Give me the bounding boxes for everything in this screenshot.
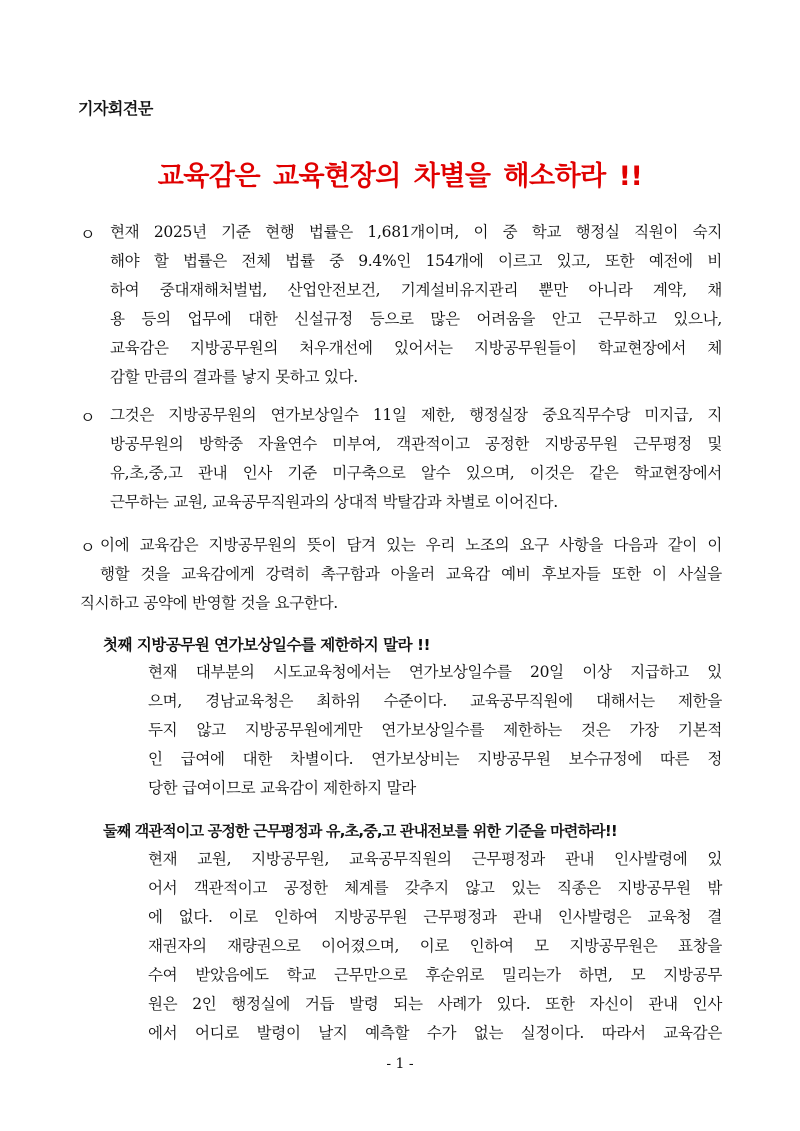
paragraph-line: 하여 중대재해처벌법, 산업안전보건, 기계설비유지관리 뿐만 아니라 계약, 채 (110, 281, 722, 299)
paragraph-line: 당한 급여이므로 교육감이 제한하지 말라 (148, 779, 416, 797)
paragraph-line: 그것은 지방공무원의 연가보상일수 11일 제한, 행정실장 중요직무수당 미지급, 지 (110, 406, 722, 424)
paragraph-line: 에서 어디로 발령이 날지 예측할 수가 없는 실정이다. 따라서 교육감은 (148, 1024, 722, 1042)
paragraph-line: 행할 것을 교육감에게 강력히 촉구함과 아울러 교육감 예비 후보자들 또한 이 사실을 (100, 565, 722, 583)
paragraph-line: 수여 받았음에도 학교 근무만으로 후순위로 밀리는가 하면, 모 지방공무 (148, 966, 722, 984)
paragraph-line: 용 등의 업무에 대한 신설규정 등으로 많은 어려움을 안고 근무하고 있으나, (110, 310, 722, 328)
paragraph-line: 감할 만큼의 결과를 낳지 못하고 있다. (110, 368, 358, 386)
paragraph-line: 현재 2025년 기준 현행 법률은 1,681개이며, 이 중 학교 행정실 직원이 숙지 (110, 223, 722, 241)
paragraph-line: 어서 객관적이고 공정한 체계를 갖추지 않고 있는 직종은 지방공무원 밖 (148, 879, 722, 897)
demand-1-heading: 첫째 지방공무원 연가보상일수를 제한하지 말라 !! (103, 636, 431, 654)
paragraph-line: 직시하고 공약에 반영할 것을 요구한다. (80, 594, 338, 612)
paragraph-line: 두지 않고 지방공무원에게만 연가보상일수를 제한하는 것은 가장 기본적 (148, 721, 722, 739)
paragraph-line: 원은 2인 행정실에 거듭 발령 되는 사례가 있다. 또한 자신이 관내 인사 (148, 995, 722, 1013)
paragraph-line: 인 급여에 대한 차별이다. 연가보상비는 지방공무원 보수규정에 따른 정 (148, 750, 722, 768)
paragraph-line: 에 없다. 이로 인하여 지방공무원 근무평정과 관내 인사발령은 교육청 결 (148, 908, 722, 926)
bullet-icon: ㅇ (80, 408, 96, 427)
bullet-icon: ㅇ (80, 225, 96, 244)
demand-2-heading: 둘째 객관적이고 공정한 근무평정과 유,초,중,고 관내전보를 위한 기준을 마련하라!! (103, 822, 617, 840)
paragraph-line: 유,초,중,고 관내 인사 기준 미구축으로 알수 있으며, 이것은 같은 학교현장에서 (110, 464, 722, 482)
paragraph-line: 재권자의 재량권으로 이어졌으며, 이로 인하여 모 지방공무원은 표창을 (148, 937, 722, 955)
paragraph-line: 으며, 경남교육청은 최하위 수준이다. 교육공무직원에 대해서는 제한을 (148, 692, 722, 710)
paragraph-line: 방공무원의 방학중 자율연수 미부여, 객관적이고 공정한 지방공무원 근무평정 및 (110, 435, 722, 453)
document-title: 교육감은 교육현장의 차별을 해소하라 !! (157, 161, 643, 192)
paragraph-line: 근무하는 교원, 교육공무직원과의 상대적 박탈감과 차별로 이어진다. (110, 493, 558, 511)
document-label: 기자회견문 (78, 99, 153, 118)
paragraph-line: 해야 할 법률은 전체 법률 중 9.4%인 154개에 이르고 있고, 또한 예전에 비 (110, 252, 722, 270)
bullet-icon: ㅇ (80, 538, 96, 557)
paragraph-line: 현재 교원, 지방공무원, 교육공무직원의 근무평정과 관내 인사발령에 있 (148, 850, 722, 868)
page-number: - 1 - (386, 1056, 414, 1072)
paragraph-line: 이에 교육감은 지방공무원의 뜻이 담겨 있는 우리 노조의 요구 사항을 다음과 같이 이 (100, 536, 722, 554)
paragraph-line: 현재 대부분의 시도교육청에서는 연가보상일수를 20일 이상 지급하고 있 (148, 663, 722, 681)
paragraph-line: 교육감은 지방공무원의 처우개선에 있어서는 지방공무원들이 학교현장에서 체 (110, 339, 722, 357)
